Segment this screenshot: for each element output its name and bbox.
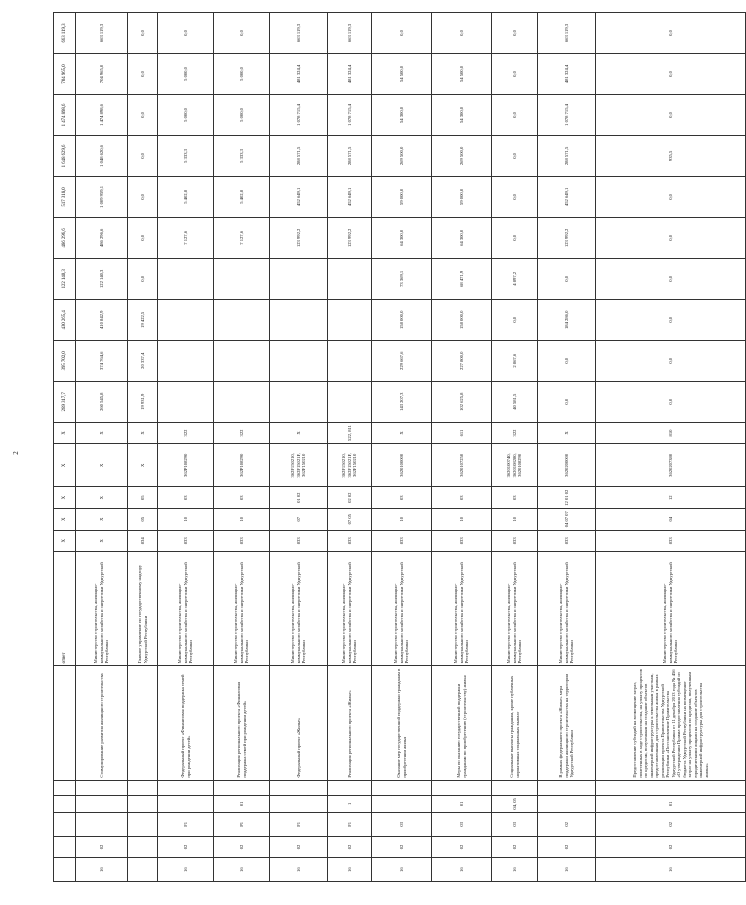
name-cell: Социальные выплаты гражданам, кроме публичных нормативных социальных выплат [492,666,538,780]
header-total: 1 648 629,6 [54,135,76,176]
grbs-cell: 833 [596,530,746,552]
value-cell: 288 571,5 [328,135,372,176]
value-cell: 54 300,0 [432,94,492,135]
name-cell: Стимулирование развития жилищного строительства [76,666,128,780]
csr-cell: Х [76,444,128,487]
value-cell [328,299,372,340]
header-cell: Х [54,444,76,487]
vr-cell: 522, 811 [328,422,372,444]
pr-cell: 05 [128,487,158,509]
code-cell [372,795,432,812]
header-resp-cell: ответ [54,552,76,666]
value-cell: 5 000,0 [158,54,214,95]
csr-cell: 362F150210, 362F15021F, 362F150210 [328,444,372,487]
code-cell: 01 [214,795,270,812]
csr-cell: 3620200000 [538,444,596,487]
value-cell: 0,0 [596,381,746,422]
value-cell: 68 471,9 [432,258,492,299]
page-number: 2 [11,451,20,455]
pr-cell: 12 01 02 [538,487,596,509]
value-cell: 5 000,0 [214,94,270,135]
header-cell: Х [54,530,76,552]
grbs-cell: 833 [538,530,596,552]
table-row [128,13,158,882]
value-cell [270,258,328,299]
csr-cell: 3620107250 [432,444,492,487]
value-cell [158,299,214,340]
name-cell: Меры по оказанию государственной поддержки гражданам по приобретению (строительству) жилья [432,666,492,780]
value-cell: 0,0 [128,13,158,54]
vr-cell: 611 [432,422,492,444]
code-cell [270,795,328,812]
code-cell: 16 [538,858,596,882]
header-total: 430 265,4 [54,299,76,340]
table-row [214,13,270,882]
table-row [538,13,596,882]
code-cell: 02 [538,836,596,858]
csr-cell: 3620100740, 3620108280, 3620108290 [492,444,538,487]
value-cell: 663 119,3 [76,13,128,54]
responsible-cell: Министерство строительства, жилищно-коммунального хозяйства и энергетики Удмуртской Республики [372,552,432,666]
code-cell [128,813,158,837]
value-cell: 452 649,1 [538,176,596,217]
value-cell: 0,0 [538,381,596,422]
code-cell: 03 [432,813,492,837]
grbs-cell: 833 [432,530,492,552]
value-cell: 486 296,6 [76,217,128,258]
csr-cell: 3620207380 [596,444,746,487]
code-cell [76,795,128,812]
value-cell: 0,0 [596,13,746,54]
responsible-cell: Министерство строительства, жилищно-коммунального хозяйства и энергетики Удмуртской Республики [596,552,746,666]
value-cell [328,381,372,422]
value-cell [214,258,270,299]
table-row [328,13,372,882]
code-cell [158,795,214,812]
value-cell: 54 300,0 [372,94,432,135]
rz-cell: 10 [372,508,432,530]
vr-cell: 322 [214,422,270,444]
code-cell [158,780,214,795]
value-cell: 2 867,6 [492,340,538,381]
code-cell: 16 [372,858,432,882]
value-cell: 0,0 [596,340,746,381]
code-cell: 16 [432,858,492,882]
value-cell: 260 545,8 [76,381,128,422]
grbs-cell: 833 [270,530,328,552]
rz-cell: 10 [158,508,214,530]
header-total: 517 318,0 [54,176,76,217]
pr-cell: 12 [596,487,746,509]
grbs-cell: 833 [328,530,372,552]
pr-cell: Х [76,487,128,509]
value-cell: 184 286,0 [538,299,596,340]
code-cell: 03 [372,813,432,837]
responsible-cell: Министерство строительства, жилищно-коммунального хозяйства и энергетики Удмуртской Республики [76,552,128,666]
code-cell: 02 [76,836,128,858]
grbs-cell: Х [76,530,128,552]
header-total: 663 119,3 [54,13,76,54]
code-cell: 02 [538,813,596,837]
pr-cell: 01 02 [270,487,328,509]
code-cell: 02 [372,836,432,858]
value-cell: 0,0 [128,94,158,135]
value-cell: 0,0 [538,340,596,381]
value-cell: 0,0 [158,13,214,54]
name-cell: Реализация регионального проекта «Финансовая поддержка семей при рождении детей» [214,666,270,780]
header-cell: Х [54,508,76,530]
value-cell: 0,0 [596,258,746,299]
value-cell: 663 119,3 [328,13,372,54]
code-cell: 02 [158,836,214,858]
value-cell: 269 500,0 [372,135,432,176]
value-cell: 123 992,2 [538,217,596,258]
value-cell: 158 000,0 [432,299,492,340]
code-cell: 02 [492,836,538,858]
name-cell: В рамках федерального проекта «Жилье» мера поддержки жилищного строительства на территории Удмуртской Республики [538,666,596,780]
rz-cell: 05 [128,508,158,530]
value-cell: 269 500,0 [432,135,492,176]
value-cell: 704 965,0 [76,54,128,95]
vr-cell: Х [128,422,158,444]
value-cell: 663 119,3 [538,13,596,54]
value-cell: 229 667,6 [372,340,432,381]
grbs-cell: 834 [128,530,158,552]
code-cell: 16 [270,858,328,882]
header-cell [54,780,76,795]
value-cell: 663 119,3 [270,13,328,54]
value-cell: 4 897,2 [492,258,538,299]
value-cell: 0,0 [492,135,538,176]
value-cell: 481 324,4 [538,54,596,95]
value-cell: 288 571,5 [270,135,328,176]
value-cell [270,299,328,340]
header-total: 486 296,6 [54,217,76,258]
value-cell: 0,0 [596,299,746,340]
code-cell: 03 [492,813,538,837]
responsible-cell: Министерство строительства, жилищно-коммунального хозяйства и энергетики Удмуртской Республики [432,552,492,666]
grbs-cell: 833 [492,530,538,552]
csr-cell: Х [128,444,158,487]
value-cell [328,258,372,299]
value-cell: 64 300,0 [372,217,432,258]
code-cell: 16 [214,858,270,882]
value-cell: 288 571,5 [538,135,596,176]
code-cell: 16 [158,858,214,882]
value-cell: 20 337,4 [128,340,158,381]
code-cell [492,780,538,795]
value-cell [214,340,270,381]
value-cell: 0,0 [492,217,538,258]
value-cell [214,381,270,422]
value-cell: 227 800,0 [432,340,492,381]
csr-cell: 362F150210, 362F15021F, 362F150210 [270,444,328,487]
value-cell: 1 474 898,6 [76,94,128,135]
code-cell: 01 [432,795,492,812]
header-cell [54,795,76,812]
value-cell: 5 402,8 [158,176,214,217]
header-total: 122 140,3 [54,258,76,299]
value-cell: 0,0 [128,258,158,299]
code-cell [128,795,158,812]
responsible-cell: Министерство строительства, жилищно-коммунального хозяйства и энергетики Удмуртской Республики [328,552,372,666]
responsible-cell: Министерство строительства, жилищно-коммунального хозяйства и энергетики Удмуртской Республики [538,552,596,666]
csr-cell: 362Р108290 [158,444,214,487]
value-cell: 935,5 [596,135,746,176]
responsible-cell: Министерство строительства, жилищно-коммунального хозяйства и энергетики Удмуртской Республики [214,552,270,666]
code-cell [128,836,158,858]
pr-cell: 03 [214,487,270,509]
value-cell [158,381,214,422]
vr-cell: Х [76,422,128,444]
grbs-cell: 833 [158,530,214,552]
header-name-cell [54,666,76,780]
code-cell [76,813,128,837]
value-cell: 374 764,6 [76,340,128,381]
rz-cell: 07 05 [328,508,372,530]
rz-cell: 10 [492,508,538,530]
code-cell: F1 [158,813,214,837]
header-cell [54,858,76,882]
table-row [596,13,746,882]
rz-cell: 07 [270,508,328,530]
code-cell: F1 [328,813,372,837]
value-cell: 0,0 [492,54,538,95]
code-cell: 16 [328,858,372,882]
rz-cell: Х [76,508,128,530]
value-cell: 5 333,3 [158,135,214,176]
value-cell: 5 000,0 [214,54,270,95]
value-cell: 19 422,5 [128,299,158,340]
value-cell: 7 127,6 [214,217,270,258]
name-cell: Оказание мер государственной поддержки гражданам в приобретении жилья [372,666,432,780]
table-body [54,13,746,882]
name-cell: Федеральный проект «Финансовая поддержка семей при рождении детей» [158,666,214,780]
value-cell [158,258,214,299]
value-cell: 1 078 715,4 [270,94,328,135]
code-cell [76,780,128,795]
responsible-cell: Министерство строительства, жилищно-коммунального хозяйства и энергетики Удмуртской Республики [158,552,214,666]
name-cell [128,666,158,780]
value-cell: 0,0 [492,299,538,340]
value-cell: 40 581,5 [492,381,538,422]
value-cell: 0,0 [596,217,746,258]
value-cell: 410 842,9 [76,299,128,340]
rotated-page [53,12,709,882]
code-cell [372,780,432,795]
grbs-cell: 833 [214,530,270,552]
vr-cell: 810 [596,422,746,444]
value-cell: 5 333,3 [214,135,270,176]
header-total: 395 702,0 [54,340,76,381]
value-cell: 143 207,3 [372,381,432,422]
code-cell [596,780,746,795]
value-cell: 0,0 [128,54,158,95]
value-cell [214,299,270,340]
value-cell: 1 078 715,4 [538,94,596,135]
header-cell: Х [54,487,76,509]
value-cell: 0,0 [596,176,746,217]
code-cell [328,780,372,795]
table-row [432,13,492,882]
header-total: 289 317,7 [54,381,76,422]
csr-cell: 362Р108290 [214,444,270,487]
code-cell: 02 [214,836,270,858]
value-cell: 1 048 620,6 [76,135,128,176]
value-cell: 1 078 715,4 [328,94,372,135]
value-cell: 102 625,8 [432,381,492,422]
value-cell: 0,0 [214,13,270,54]
table-row [270,13,328,882]
code-cell: 02 [596,813,746,837]
value-cell: 54 500,0 [372,54,432,95]
value-cell [328,340,372,381]
name-cell: Реализация регионального проекта «Жилье» [328,666,372,780]
code-cell: 16 [76,858,128,882]
code-cell [538,795,596,812]
value-cell: 64 300,0 [432,217,492,258]
value-cell: 0,0 [492,13,538,54]
header-cell [54,836,76,858]
table-row [372,13,432,882]
value-cell: 0,0 [596,94,746,135]
code-cell: F1 [270,813,328,837]
table-row [158,13,214,882]
table-row [76,13,128,882]
value-cell: 54 500,0 [432,54,492,95]
code-cell: P1 [214,813,270,837]
rz-cell: 04 07 07 [538,508,596,530]
value-cell: 5 402,8 [214,176,270,217]
code-cell: 16 [596,858,746,882]
code-cell: 1 [328,795,372,812]
value-cell: 0,0 [432,13,492,54]
code-cell [538,780,596,795]
code-cell [128,780,158,795]
code-cell: 02 [596,836,746,858]
value-cell: 481 324,4 [328,54,372,95]
pr-cell: 02 02 [328,487,372,509]
value-cell: 158 000,0 [372,299,432,340]
table-row [492,13,538,882]
value-cell: 0,0 [538,258,596,299]
value-cell: 123 992,2 [270,217,328,258]
responsible-cell: Министерство строительства, жилищно-коммунального хозяйства и энергетики Удмуртской Республики [270,552,328,666]
pr-cell: 03 [372,487,432,509]
value-cell: 73 369,1 [372,258,432,299]
code-cell: 02 [432,836,492,858]
value-cell: 7 127,6 [158,217,214,258]
vr-cell: 322 [158,422,214,444]
code-cell: 01 [596,795,746,812]
value-cell [270,381,328,422]
name-cell: Федеральный проект «Жилье» [270,666,328,780]
table-header-row [54,13,76,882]
header-total: 704 965,0 [54,54,76,95]
vr-cell: Х [372,422,432,444]
budget-table [53,12,746,882]
rz-cell: 10 [214,508,270,530]
value-cell: 0,0 [128,176,158,217]
value-cell: 0,0 [128,217,158,258]
value-cell: 5 000,0 [158,94,214,135]
header-total: 1 474 898,6 [54,94,76,135]
rz-cell: 04 [596,508,746,530]
responsible-cell: Главное управление по государственному надзору Удмуртской Республики [128,552,158,666]
vr-cell: Х [270,422,328,444]
code-cell: 16 [492,858,538,882]
value-cell: 0,0 [492,94,538,135]
value-cell: 19 931,9 [128,381,158,422]
vr-cell: 322 [492,422,538,444]
value-cell [158,340,214,381]
header-cell [54,813,76,837]
value-cell: 0,0 [128,135,158,176]
value-cell: 0,0 [596,54,746,95]
vr-cell: Х [538,422,596,444]
value-cell: 0,0 [492,176,538,217]
value-cell: 59 000,0 [432,176,492,217]
pr-cell: 03 [492,487,538,509]
value-cell: 123 992,2 [328,217,372,258]
grbs-cell: 833 [372,530,432,552]
value-cell: 122 140,3 [76,258,128,299]
value-cell: 481 324,4 [270,54,328,95]
code-cell: 02 [270,836,328,858]
value-cell: 452 649,1 [270,176,328,217]
pr-cell: 03 [432,487,492,509]
pr-cell: 03 [158,487,214,509]
code-cell: 02 [328,836,372,858]
code-cell [214,780,270,795]
header-cell: Х [54,422,76,444]
value-cell: 59 000,0 [372,176,432,217]
value-cell: 1 009 959,1 [76,176,128,217]
value-cell: 0,0 [372,13,432,54]
code-cell: 04, 05 [492,795,538,812]
csr-cell: 3620100000 [372,444,432,487]
value-cell: 452 649,1 [328,176,372,217]
code-cell [432,780,492,795]
code-cell [128,858,158,882]
name-cell: Предоставление субсидий на возмещение затрат, понесенных в ходе строительства, на уплату процентов по кредитам, полученным на создание объектов инженерной инфраструктуры к земельным участкам, предоставленным для строительства жилья в рамках реализации проекта Правительства Удмуртской Республики «Постановление Правительства Удмуртской Республики от 11 декабря 2013 года № 456 «О утверждении Правил предоставления субсидий из бюджета Удмуртской Республики на возмещение затрат на уплату процентов по кредитам, полученным юридическими лицами на создание объектов инженерной инфраструктуры для строительства жилья» [596,666,746,780]
rz-cell: 10 [432,508,492,530]
responsible-cell: Министерство строительства, жилищно-коммунального хозяйства и энергетики Удмуртской Республики [492,552,538,666]
value-cell [270,340,328,381]
code-cell [270,780,328,795]
